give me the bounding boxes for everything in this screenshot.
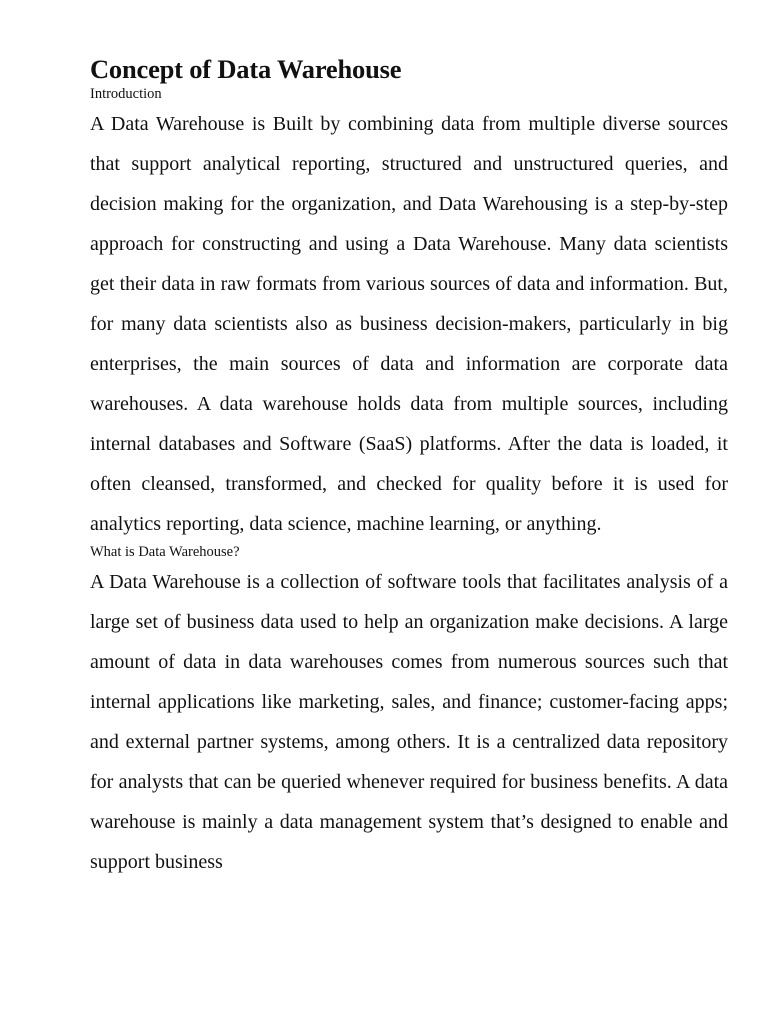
section-paragraph-introduction: A Data Warehouse is Built by combining data from multiple diverse sources that support analytical reporting, structured and unstructured queries, and decision making for the organization, and Data Warehousing is a step-by-step approach for constructing and using a Data Warehouse. Many data scientists get their data in raw formats from various sources of data and information. But, for many data scientists also as business decision-makers, particularly in big enterprises, the main sources of data and information are corporate data warehouses. A data warehouse holds data from multiple sources, including internal databases and Software (SaaS) platforms. After the data is loaded, it often cleansed, transformed, and checked for quality before it is used for analytics reporting, data science, machine learning, or anything. [90, 113, 728, 535]
section-introduction [90, 85, 728, 544]
section-heading-introduction: Introduction [90, 86, 162, 102]
section-what-is-data-warehouse [90, 543, 728, 882]
section-paragraph-what-is-data-warehouse: A Data Warehouse is a collection of software tools that facilitates analysis of a large set of business data used to help an organization make decisions. A large amount of data in data warehouses comes from numerous sources such that internal applications like marketing, sales, and finance; customer-facing apps; and external partner systems, among others. It is a centralized data repository for analysts that can be queried whenever required for business benefits. A data warehouse is mainly a data management system that’s designed to enable and support business [90, 571, 728, 873]
document-page [90, 52, 728, 882]
section-heading-what-is-data-warehouse: What is Data Warehouse? [90, 544, 240, 560]
document-title: Concept of Data Warehouse [90, 54, 402, 84]
